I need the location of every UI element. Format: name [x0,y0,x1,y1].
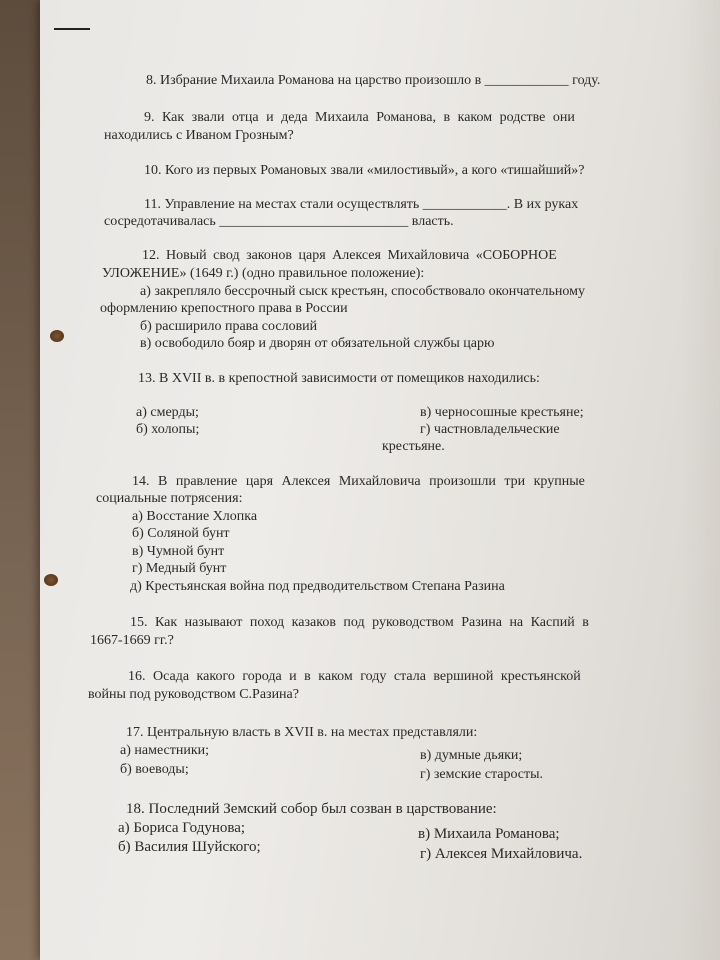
q16-text-line2: войны под руководством С.Разина? [88,687,299,702]
q13-option-a: а) смерды; [136,405,199,420]
q18-option-c: в) Михаила Романова; [418,826,560,842]
q13-text: 13. В XVII в. в крепостной зависимости от помещиков находились: [138,371,540,386]
q12-option-a-line1: а) закрепляло бессрочный сыск крестьян, способствовало окончательному [140,284,585,299]
q13-option-b: б) холопы; [136,422,200,437]
q17-option-a: а) наместники; [120,743,210,758]
q12-option-b: б) расширило права сословий [140,319,318,334]
q12-option-a-line2: оформлению крепостного права в России [100,301,348,316]
q10-text: 10. Кого из первых Романовых звали «милостивый», а кого «тишайший»? [144,163,585,178]
q14-text-line1: 14. В правление царя Алексея Михайловича произошли три крупные [132,474,585,489]
q11-text-line1: 11. Управление на местах стали осуществлять ____________. В их руках [144,197,579,212]
q13-option-c: в) черносошные крестьяне; [420,405,584,420]
q18-option-b: б) Василия Шуйского; [118,839,261,855]
q18-option-d: г) Алексея Михайловича. [420,846,583,862]
q14-option-b: б) Соляной бунт [132,526,230,541]
punch-hole-top [50,330,64,342]
q17-text: 17. Центральную власть в XVII в. на местах представляли: [126,725,478,740]
page-edge-shadow [680,0,720,960]
q14-option-e: д) Крестьянская война под предводительством Степана Разина [130,579,505,594]
q17-option-d: г) земские старосты. [420,767,544,782]
q12-text-line2: УЛОЖЕНИЕ» (1649 г.) (одно правильное положение): [102,266,425,281]
worksheet-page [40,0,720,960]
q13-option-d-line1: г) частновладельческие [420,422,560,437]
q16-text-line1: 16. Осада какого города и в каком году стала вершиной крестьянской [128,669,581,684]
q17-option-b: б) воеводы; [120,762,189,777]
q14-option-a: а) Восстание Хлопка [132,509,258,524]
q17-option-c: в) думные дьяки; [420,748,523,763]
q18-option-a: а) Бориса Годунова; [118,820,246,836]
top-dash-mark [54,28,90,30]
punch-hole-bottom [44,574,58,586]
q12-option-c: в) освободило бояр и дворян от обязательной службы царю [140,336,495,351]
q15-text-line2: 1667-1669 гг.? [90,633,174,648]
q18-text: 18. Последний Земский собор был созван в царствование: [126,801,497,817]
q12-text-line1: 12. Новый свод законов царя Алексея Михайловича «СОБОРНОЕ [142,248,557,263]
q14-option-c: в) Чумной бунт [132,544,225,559]
q15-text-line1: 15. Как называют поход казаков под руководством Разина на Каспий в [130,615,589,630]
q9-text-line1: 9. Как звали отца и деда Михаила Романова, в каком родстве они [144,110,575,125]
q13-option-d-line2: крестьяне. [382,439,445,454]
q14-text-line2: социальные потрясения: [96,491,243,506]
q9-text-line2: находились с Иваном Грозным? [104,128,294,143]
q11-text-line2: сосредотачивалась ___________________________ власть. [104,214,454,229]
q14-option-d: г) Медный бунт [132,561,227,576]
q8-text: 8. Избрание Михаила Романова на царство произошло в ____________ году. [146,73,601,88]
